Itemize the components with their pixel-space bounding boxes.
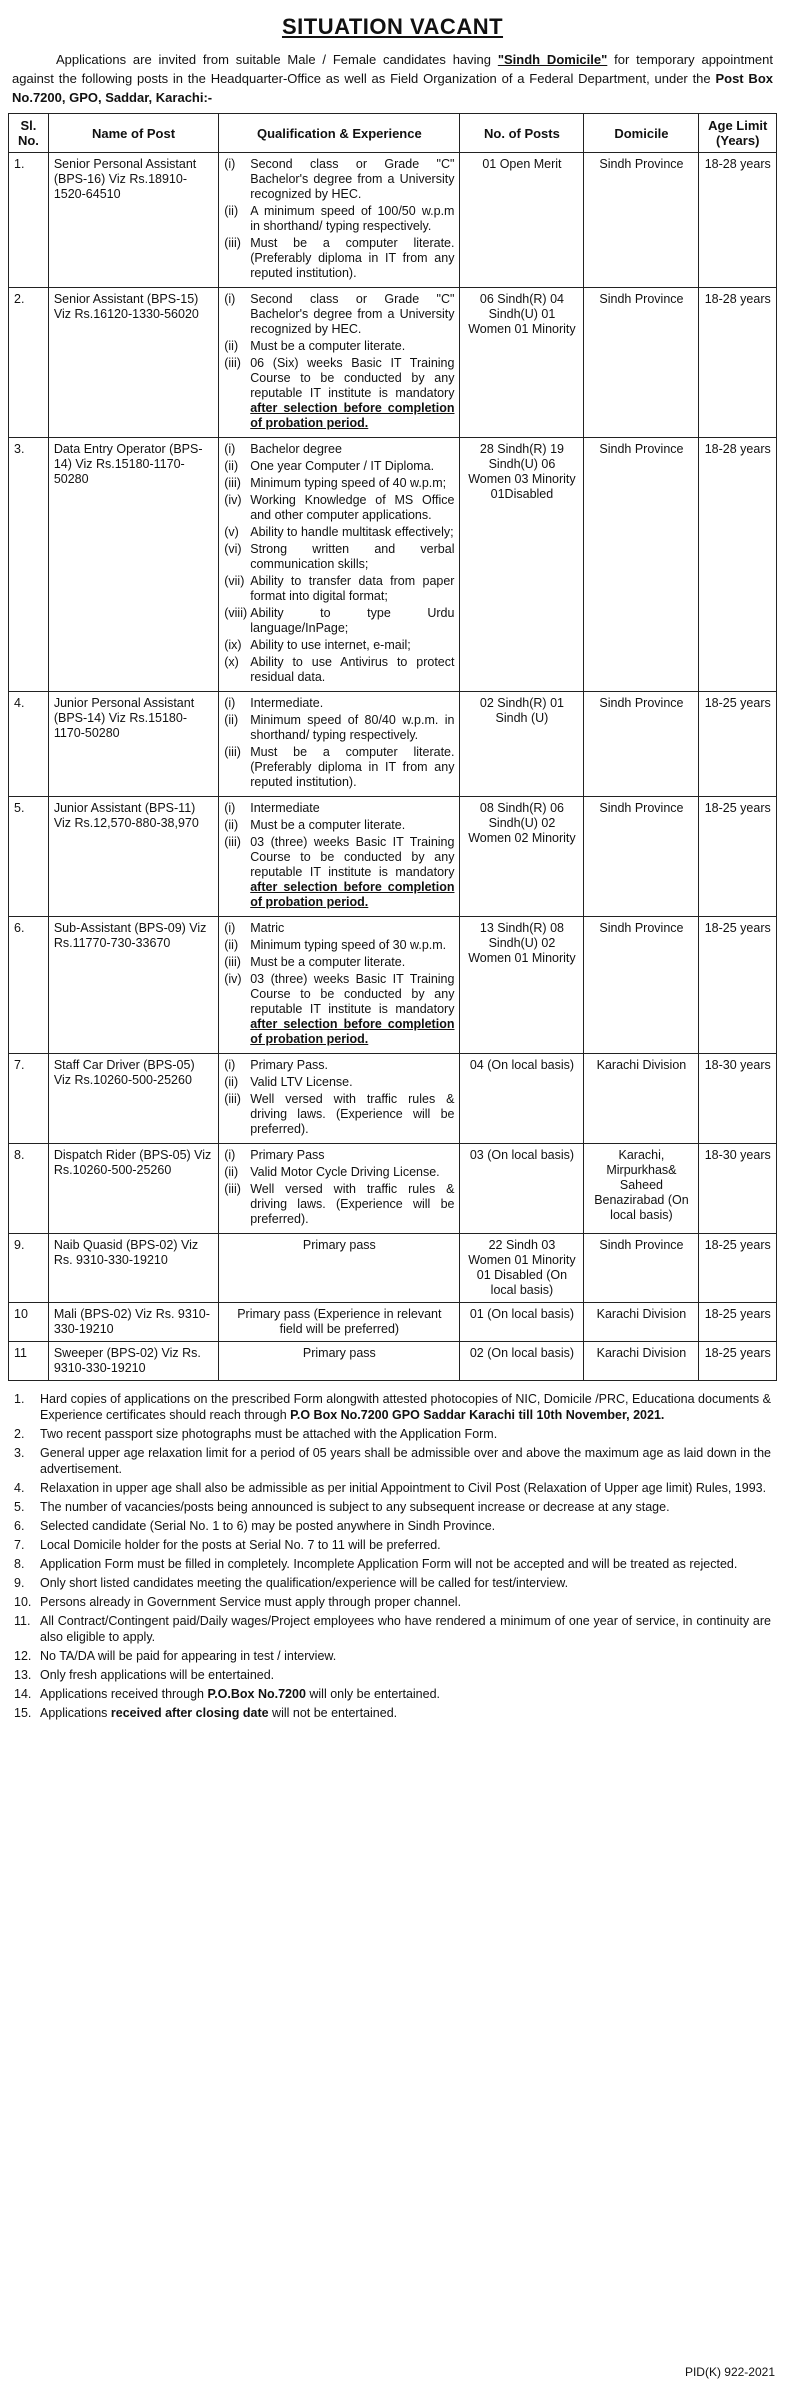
term-text: Application Form must be filled in completely. Incomplete Application Form will not be accepted and will be treated as rejected. [40, 1557, 738, 1571]
qualification-number: (v) [224, 525, 239, 539]
qualification-item [224, 542, 454, 572]
qualification-text: Well versed with traffic rules & driving laws. (Experience will be preferred). [250, 1182, 455, 1226]
qualification-text: Valid Motor Cycle Driving License. [250, 1165, 440, 1179]
cell-no-of-posts: 04 (On local basis) [460, 1054, 584, 1144]
cell-age-limit: 18-25 years [699, 797, 777, 917]
cell-domicile: Sindh Province [584, 692, 699, 797]
cell-domicile: Sindh Province [584, 917, 699, 1054]
cell-post-name: Sub-Assistant (BPS-09) Viz Rs.11770-730-33670 [48, 917, 218, 1054]
qualification-item [224, 606, 454, 636]
qualification-text: Bachelor degree [250, 442, 342, 456]
qualification-number: (iii) [224, 835, 241, 849]
qualification-emphasis: after selection before completion of probation period. [250, 1017, 455, 1046]
qualification-text: Ability to type Urdu language/InPage; [250, 606, 455, 635]
qualification-text: Second class or Grade "C" Bachelor's degree from a University recognized by HEC. [250, 292, 455, 336]
qualification-number: (iii) [224, 476, 241, 490]
table-row [9, 1054, 777, 1144]
term-number: 9. [14, 1576, 25, 1590]
term-number: 8. [14, 1557, 25, 1571]
term-text: Local Domicile holder for the posts at Serial No. 7 to 11 will be preferred. [40, 1538, 441, 1552]
table-row [9, 153, 777, 288]
qualification-item [224, 938, 454, 953]
cell-qualification [219, 438, 460, 692]
qualification-item [224, 292, 454, 337]
qualification-item [224, 459, 454, 474]
qualification-item [224, 339, 454, 354]
cell-age-limit: 18-25 years [699, 692, 777, 797]
cell-qualification [219, 1054, 460, 1144]
term-bold-text: P.O.Box No.7200 [207, 1687, 306, 1701]
cell-no-of-posts: 01 (On local basis) [460, 1303, 584, 1342]
cell-age-limit: 18-30 years [699, 1054, 777, 1144]
qualification-number: (ii) [224, 204, 239, 218]
qualification-number: (iii) [224, 955, 241, 969]
term-text: Only fresh applications will be entertained. [40, 1668, 275, 1682]
intro-domicile: "Sindh Domicile" [497, 52, 608, 67]
cell-no-of-posts: 01 Open Merit [460, 153, 584, 288]
cell-qualification: Primary pass [219, 1342, 460, 1381]
qualification-text: Strong written and verbal communication skills; [250, 542, 455, 571]
qualification-text: Primary Pass. [250, 1058, 329, 1072]
qualification-number: (ii) [224, 1165, 239, 1179]
intro-pobox: Post Box No.7200, GPO, Saddar, Karachi:- [12, 71, 773, 105]
qualification-number: (iii) [224, 236, 241, 250]
qualification-emphasis: after selection before completion of probation period. [250, 401, 455, 430]
term-text-end: will only be entertained. [305, 1687, 441, 1701]
qualification-item [224, 835, 454, 910]
cell-post-name: Data Entry Operator (BPS-14) Viz Rs.15180-1170-50280 [48, 438, 218, 692]
header-qualification: Qualification & Experience [219, 114, 460, 153]
term-item [14, 1575, 771, 1591]
cell-sl: 7. [9, 1054, 49, 1144]
table-row [9, 288, 777, 438]
qualification-item [224, 818, 454, 833]
qualification-list [224, 1058, 454, 1137]
intro-text-1: Applications are invited from suitable Male / Female candidates having [56, 52, 498, 67]
cell-no-of-posts: 03 (On local basis) [460, 1144, 584, 1234]
qualification-number: (ix) [224, 638, 242, 652]
term-item [14, 1426, 771, 1442]
table-body [9, 153, 777, 1381]
cell-domicile: Sindh Province [584, 1234, 699, 1303]
cell-age-limit: 18-28 years [699, 153, 777, 288]
cell-sl: 6. [9, 917, 49, 1054]
cell-post-name: Dispatch Rider (BPS-05) Viz Rs.10260-500-25260 [48, 1144, 218, 1234]
term-number: 12. [14, 1649, 32, 1663]
qualification-number: (ii) [224, 1075, 239, 1089]
qualification-number: (i) [224, 801, 236, 815]
cell-age-limit: 18-28 years [699, 438, 777, 692]
qualification-text: Minimum speed of 80/40 w.p.m. in shorthand/ typing respectively. [250, 713, 455, 742]
cell-age-limit: 18-25 years [699, 1342, 777, 1381]
term-number: 2. [14, 1427, 25, 1441]
cell-age-limit: 18-25 years [699, 1303, 777, 1342]
cell-age-limit: 18-28 years [699, 288, 777, 438]
qualification-list [224, 292, 454, 431]
qualification-item [224, 1058, 454, 1073]
qualification-text: Must be a computer literate. [250, 955, 406, 969]
cell-post-name: Staff Car Driver (BPS-05) Viz Rs.10260-500-25260 [48, 1054, 218, 1144]
qualification-list [224, 921, 454, 1047]
cell-sl: 3. [9, 438, 49, 692]
term-text: Only short listed candidates meeting the qualification/experience will be called for test/interview. [40, 1576, 569, 1590]
cell-no-of-posts: 02 Sindh(R) 01 Sindh (U) [460, 692, 584, 797]
term-item [14, 1648, 771, 1664]
term-text: No TA/DA will be paid for appearing in test / interview. [40, 1649, 337, 1663]
header-domicile: Domicile [584, 114, 699, 153]
qualification-number: (i) [224, 157, 236, 171]
qualification-item [224, 1148, 454, 1163]
qualification-number: (iii) [224, 1092, 241, 1106]
cell-qualification [219, 797, 460, 917]
term-item [14, 1391, 771, 1423]
qualification-item [224, 921, 454, 936]
qualification-item [224, 713, 454, 743]
cell-domicile: Karachi Division [584, 1303, 699, 1342]
qualification-list [224, 157, 454, 281]
header-post: Name of Post [48, 114, 218, 153]
qualification-text: Matric [250, 921, 285, 935]
qualification-list [224, 801, 454, 910]
header-age: Age Limit (Years) [699, 114, 777, 153]
qualification-item [224, 801, 454, 816]
qualification-number: (i) [224, 292, 236, 306]
qualification-number: (iii) [224, 356, 241, 370]
qualification-number: (x) [224, 655, 239, 669]
qualification-text: 03 (three) weeks Basic IT Training Course to be conducted by any reputable IT institute is mandatory [250, 835, 455, 879]
qualification-text: Must be a computer literate.(Preferably diploma in IT from any reputed institution). [250, 236, 455, 280]
qualification-item [224, 236, 454, 281]
cell-post-name: Senior Assistant (BPS-15) Viz Rs.16120-1330-56020 [48, 288, 218, 438]
header-posts: No. of Posts [460, 114, 584, 153]
cell-no-of-posts: 22 Sindh 03 Women 01 Minority 01 Disabled (On local basis) [460, 1234, 584, 1303]
term-item [14, 1518, 771, 1534]
qualification-text: Well versed with traffic rules & driving laws. (Experience will be preferred). [250, 1092, 455, 1136]
qualification-list [224, 1148, 454, 1227]
qualification-item [224, 955, 454, 970]
table-row [9, 1144, 777, 1234]
term-text: Applications [40, 1706, 111, 1720]
cell-no-of-posts: 08 Sindh(R) 06 Sindh(U) 02 Women 02 Minority [460, 797, 584, 917]
term-text: Applications received through [40, 1687, 208, 1701]
qualification-list [224, 442, 454, 685]
term-text: General upper age relaxation limit for a period of 05 years shall be admissible over and above the maximum age as laid down in the advertisement. [40, 1446, 771, 1476]
intro-text-2: for temporary appointment against the following posts in the Headquarter-Office as well as Field Organization of a Federal Department, under the [12, 52, 774, 86]
qualification-list [224, 696, 454, 790]
term-text-end: will not be entertained. [268, 1706, 398, 1720]
term-item [14, 1613, 771, 1645]
cell-post-name: Senior Personal Assistant (BPS-16) Viz Rs.18910-1520-64510 [48, 153, 218, 288]
cell-qualification: Primary pass [219, 1234, 460, 1303]
term-text: Selected candidate (Serial No. 1 to 6) may be posted anywhere in Sindh Province. [40, 1519, 496, 1533]
qualification-text: Primary Pass [250, 1148, 325, 1162]
cell-domicile: Karachi, Mirpurkhas& Saheed Benazirabad (On local basis) [584, 1144, 699, 1234]
table-header-row [9, 114, 777, 153]
term-item [14, 1667, 771, 1683]
cell-qualification [219, 288, 460, 438]
pid-code: PID(K) 922-2021 [684, 2365, 775, 2379]
cell-domicile: Sindh Province [584, 438, 699, 692]
cell-no-of-posts: 28 Sindh(R) 19 Sindh(U) 06 Women 03 Minority 01Disabled [460, 438, 584, 692]
term-item [14, 1480, 771, 1496]
terms-list [14, 1391, 771, 1721]
qualification-item [224, 1165, 454, 1180]
qualification-text: Must be a computer literate. [250, 818, 406, 832]
term-number: 10. [14, 1595, 32, 1609]
qualification-text: Working Knowledge of MS Office and other computer applications. [250, 493, 455, 522]
cell-post-name: Mali (BPS-02) Viz Rs. 9310-330-19210 [48, 1303, 218, 1342]
qualification-item [224, 157, 454, 202]
qualification-item [224, 493, 454, 523]
term-bold-text: P.O Box No.7200 GPO Saddar Karachi till 10th November, 2021. [290, 1408, 665, 1422]
cell-domicile: Sindh Province [584, 153, 699, 288]
term-text: Hard copies of applications on the prescribed Form alongwith attested photocopies of NIC, Domicile /PRC, Educationa documents & Experience certificates should reach through [40, 1392, 771, 1422]
qualification-number: (iv) [224, 493, 242, 507]
cell-age-limit: 18-25 years [699, 917, 777, 1054]
qualification-number: (ii) [224, 938, 239, 952]
term-text: Persons already in Government Service must apply through proper channel. [40, 1595, 462, 1609]
qualification-number: (iii) [224, 745, 241, 759]
cell-age-limit: 18-30 years [699, 1144, 777, 1234]
qualification-text: Ability to handle multitask effectively; [250, 525, 454, 539]
cell-age-limit: 18-25 years [699, 1234, 777, 1303]
qualification-number: (i) [224, 696, 236, 710]
qualification-number: (iv) [224, 972, 242, 986]
qualification-text: 06 (Six) weeks Basic IT Training Course to be conducted by any reputable IT institute is mandatory [250, 356, 455, 400]
qualification-number: (i) [224, 921, 236, 935]
cell-qualification [219, 917, 460, 1054]
qualification-number: (ii) [224, 713, 239, 727]
qualification-item [224, 204, 454, 234]
term-number: 11. [14, 1614, 31, 1628]
term-item [14, 1594, 771, 1610]
term-item [14, 1705, 771, 1721]
term-text: Two recent passport size photographs must be attached with the Application Form. [40, 1427, 498, 1441]
vacancy-table [8, 113, 777, 1381]
qualification-number: (viii) [224, 606, 248, 620]
qualification-item [224, 574, 454, 604]
cell-qualification [219, 692, 460, 797]
qualification-number: (ii) [224, 339, 239, 353]
qualification-number: (i) [224, 1058, 236, 1072]
term-number: 5. [14, 1500, 25, 1514]
qualification-item [224, 356, 454, 431]
qualification-text: A minimum speed of 100/50 w.p.m in shorthand/ typing respectively. [250, 204, 455, 233]
qualification-item [224, 1075, 454, 1090]
term-number: 3. [14, 1446, 25, 1460]
term-number: 13. [14, 1668, 32, 1682]
cell-post-name: Sweeper (BPS-02) Viz Rs. 9310-330-19210 [48, 1342, 218, 1381]
table-row [9, 692, 777, 797]
qualification-text: Minimum typing speed of 40 w.p.m; [250, 476, 447, 490]
cell-post-name: Junior Personal Assistant (BPS-14) Viz Rs.15180-1170-50280 [48, 692, 218, 797]
term-item [14, 1445, 771, 1477]
cell-no-of-posts: 06 Sindh(R) 04 Sindh(U) 01 Women 01 Minority [460, 288, 584, 438]
qualification-item [224, 442, 454, 457]
term-number: 15. [14, 1706, 32, 1720]
qualification-text: Ability to transfer data from paper format into digital format; [250, 574, 455, 603]
cell-qualification [219, 153, 460, 288]
qualification-text: Ability to use internet, e-mail; [250, 638, 411, 652]
term-number: 6. [14, 1519, 25, 1533]
cell-domicile: Sindh Province [584, 288, 699, 438]
cell-domicile: Sindh Province [584, 797, 699, 917]
table-row [9, 1342, 777, 1381]
cell-sl: 2. [9, 288, 49, 438]
term-item [14, 1686, 771, 1702]
qualification-item [224, 1182, 454, 1227]
qualification-number: (i) [224, 1148, 236, 1162]
qualification-item [224, 1092, 454, 1137]
term-item [14, 1499, 771, 1515]
qualification-item [224, 638, 454, 653]
term-text: The number of vacancies/posts being announced is subject to any subsequent increase or decrease at any stage. [40, 1500, 670, 1514]
qualification-item [224, 476, 454, 491]
table-row [9, 438, 777, 692]
table-row [9, 917, 777, 1054]
table-row [9, 1234, 777, 1303]
qualification-item [224, 655, 454, 685]
qualification-item [224, 525, 454, 540]
qualification-number: (iii) [224, 1182, 241, 1196]
qualification-number: (vi) [224, 542, 242, 556]
table-row [9, 797, 777, 917]
qualification-text: Must be a computer literate. (Preferably diploma in IT from any reputed institution). [250, 745, 455, 789]
table-row [9, 1303, 777, 1342]
qualification-number: (vii) [224, 574, 245, 588]
header-sl: Sl. No. [9, 114, 49, 153]
cell-domicile: Karachi Division [584, 1342, 699, 1381]
cell-sl: 9. [9, 1234, 49, 1303]
term-number: 4. [14, 1481, 25, 1495]
term-text: All Contract/Contingent paid/Daily wages/Project employees who have rendered a minimum of one year of service, in continuity are also eligible to apply. [40, 1614, 771, 1644]
page-title: SITUATION VACANT [281, 14, 504, 39]
cell-sl: 1. [9, 153, 49, 288]
cell-qualification [219, 1144, 460, 1234]
cell-sl: 11 [9, 1342, 49, 1381]
cell-post-name: Naib Quasid (BPS-02) Viz Rs. 9310-330-19210 [48, 1234, 218, 1303]
qualification-text: Intermediate. [250, 696, 324, 710]
qualification-text: Intermediate [250, 801, 320, 815]
qualification-text: Valid LTV License. [250, 1075, 353, 1089]
cell-no-of-posts: 13 Sindh(R) 08 Sindh(U) 02 Women 01 Minority [460, 917, 584, 1054]
cell-domicile: Karachi Division [584, 1054, 699, 1144]
cell-qualification: Primary pass (Experience in relevant field will be preferred) [219, 1303, 460, 1342]
qualification-number: (i) [224, 442, 236, 456]
qualification-text: Second class or Grade "C" Bachelor's degree from a University recognized by HEC. [250, 157, 455, 201]
cell-sl: 8. [9, 1144, 49, 1234]
qualification-emphasis: after selection before completion of probation period. [250, 880, 455, 909]
qualification-text: Ability to use Antivirus to protect residual data. [250, 655, 455, 684]
term-number: 1. [14, 1392, 25, 1406]
qualification-number: (ii) [224, 818, 239, 832]
intro-paragraph [12, 50, 773, 107]
cell-sl: 4. [9, 692, 49, 797]
qualification-item [224, 696, 454, 711]
qualification-item [224, 972, 454, 1047]
term-bold-text: received after closing date [110, 1706, 269, 1720]
qualification-text: Must be a computer literate. [250, 339, 406, 353]
term-text: Relaxation in upper age shall also be admissible as per initial Appointment to Civil Post (Relaxation of Upper age limit) Rules, 1993. [40, 1481, 767, 1495]
term-item [14, 1537, 771, 1553]
term-number: 7. [14, 1538, 25, 1552]
cell-post-name: Junior Assistant (BPS-11) Viz Rs.12,570-880-38,970 [48, 797, 218, 917]
cell-no-of-posts: 02 (On local basis) [460, 1342, 584, 1381]
qualification-text: 03 (three) weeks Basic IT Training Course to be conducted by any reputable IT institute is mandatory [250, 972, 455, 1016]
cell-sl: 10 [9, 1303, 49, 1342]
term-item [14, 1556, 771, 1572]
qualification-item [224, 745, 454, 790]
qualification-text: Minimum typing speed of 30 w.p.m. [250, 938, 447, 952]
qualification-text: One year Computer / IT Diploma. [250, 459, 435, 473]
qualification-number: (ii) [224, 459, 239, 473]
cell-sl: 5. [9, 797, 49, 917]
term-number: 14. [14, 1687, 32, 1701]
